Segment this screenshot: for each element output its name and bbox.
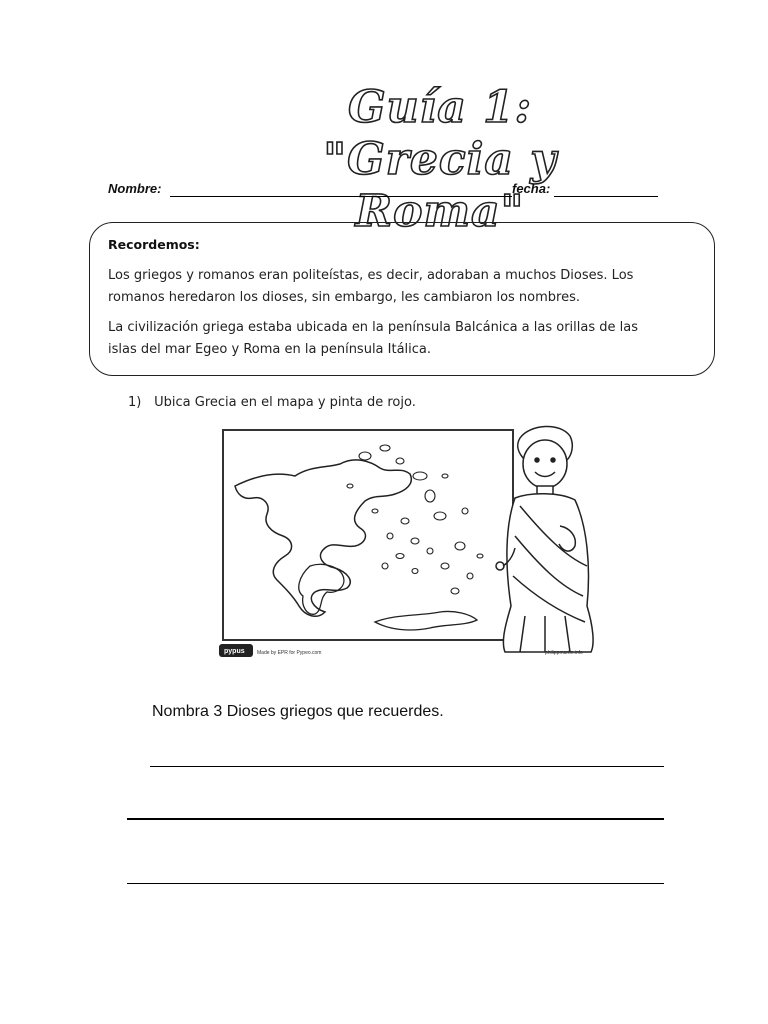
date-field[interactable] xyxy=(554,196,658,197)
greece-map-illustration xyxy=(215,416,599,660)
worksheet-title xyxy=(250,82,630,238)
question-2: Nombra 3 Dioses griegos que recuerdes. xyxy=(152,703,444,720)
paragraph-2-line-2: islas del mar Egeo y Roma en la península Itálica. xyxy=(108,342,432,357)
title-line-2: Roma" xyxy=(355,186,525,237)
paragraph-1-line-1: Los griegos y romanos eran politeístas, es decir, adoraban a muchos Dioses. Los xyxy=(108,268,634,283)
paragraph-1 xyxy=(108,265,693,309)
question-1-number: 1) xyxy=(128,395,142,410)
question-1-text: Ubica Grecia en el mapa y pinta de rojo. xyxy=(154,395,416,410)
credit-right: philippmartin.info xyxy=(545,650,583,656)
credit-left: Made by EPR for Pypeo.com xyxy=(257,650,322,656)
name-label: Nombre: xyxy=(108,181,162,196)
paragraph-2-line-1: La civilización griega estaba ubicada en la península Balcánica a las orillas de las xyxy=(108,320,638,335)
logo-text: pypus xyxy=(224,648,245,655)
date-label: fecha: xyxy=(512,181,551,196)
answer-line-1[interactable] xyxy=(150,766,664,767)
recordemos-heading: Recordemos: xyxy=(108,237,200,252)
answer-line-2[interactable] xyxy=(127,818,664,820)
question-1 xyxy=(128,395,416,410)
name-field[interactable] xyxy=(170,196,512,197)
paragraph-1-line-2: romanos heredaron los dioses, sin embargo, les cambiaron los nombres. xyxy=(108,290,581,305)
recordemos-box xyxy=(89,222,715,376)
answer-line-3[interactable] xyxy=(127,883,664,884)
pypus-logo xyxy=(219,644,253,657)
paragraph-2 xyxy=(108,317,693,361)
title-line-1: Guía 1: "Grecia y xyxy=(323,82,557,185)
name-date-row xyxy=(108,181,668,201)
